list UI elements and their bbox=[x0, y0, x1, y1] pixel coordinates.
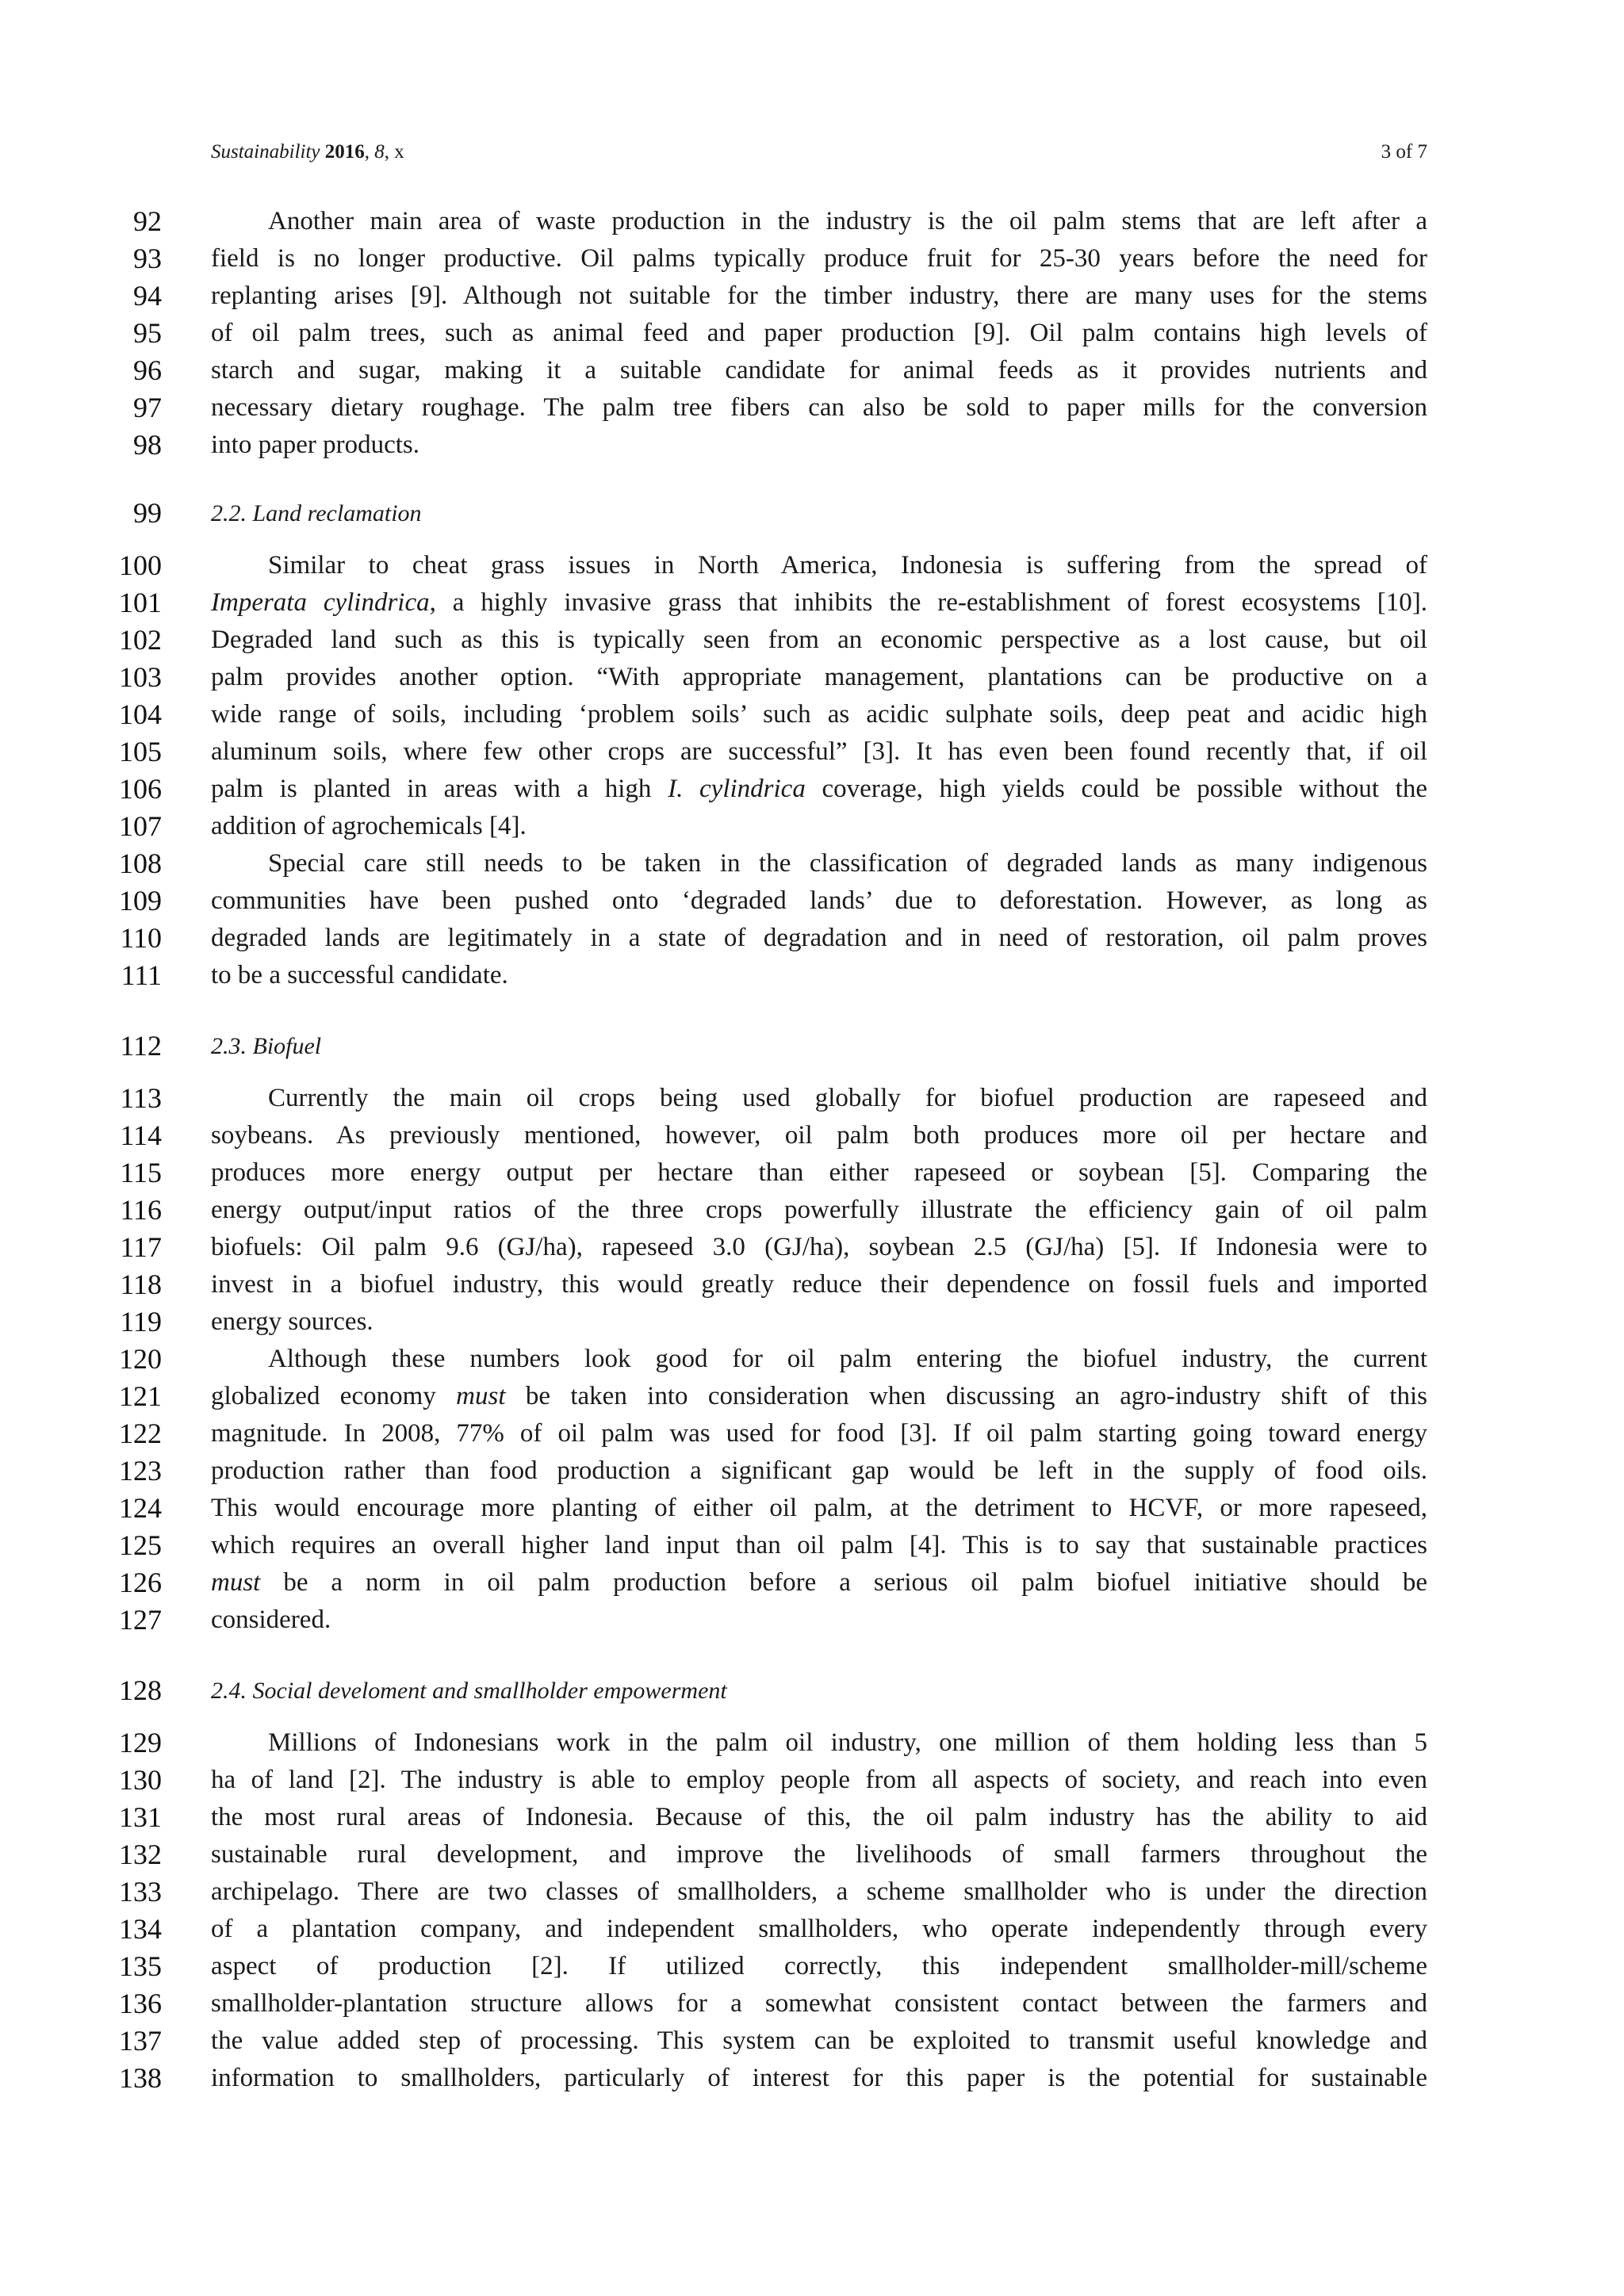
text-line: This would encourage more planting of either oil palm, at the detriment to HCVF, or more rapeseed, bbox=[211, 1494, 1427, 1522]
line-number: 93 bbox=[133, 243, 162, 274]
text-line: must be a norm in oil palm production before a serious oil palm biofuel initiative should be bbox=[211, 1568, 1427, 1597]
text-line: of oil palm trees, such as animal feed and paper production [9]. Oil palm contains high levels of bbox=[211, 319, 1427, 347]
line-number: 109 bbox=[119, 885, 162, 916]
text-line: Although these numbers look good for oil palm entering the biofuel industry, the current bbox=[268, 1345, 1427, 1373]
line-number: 121 bbox=[119, 1380, 162, 1412]
text-line: Another main area of waste production in the industry is the oil palm stems that are left after a bbox=[268, 207, 1427, 235]
line-number: 129 bbox=[119, 1727, 162, 1758]
line-number: 102 bbox=[119, 624, 162, 656]
line-number: 112 bbox=[120, 1030, 162, 1062]
line-number: 134 bbox=[119, 1913, 162, 1945]
line-number: 95 bbox=[133, 317, 162, 349]
line-number: 117 bbox=[120, 1231, 162, 1263]
text-line: sustainable rural development, and improve the livelihoods of small farmers throughout the bbox=[211, 1840, 1427, 1869]
line-number: 106 bbox=[119, 773, 162, 805]
text-line: which requires an overall higher land input than oil palm [4]. This is to say that sustainable practices bbox=[211, 1531, 1427, 1559]
text-line: Similar to cheat grass issues in North America, Indonesia is suffering from the spread of bbox=[268, 551, 1427, 580]
line-number: 101 bbox=[119, 587, 162, 618]
text-line: energy output/input ratios of the three crops powerfully illustrate the efficiency gain of oil palm bbox=[211, 1196, 1427, 1224]
text-line: biofuels: Oil palm 9.6 (GJ/ha), rapeseed 3.0 (GJ/ha), soybean 2.5 (GJ/ha) [5]. If Indonesia were to bbox=[211, 1233, 1427, 1261]
text-line: the most rural areas of Indonesia. Because of this, the oil palm industry has the ability to aid bbox=[211, 1803, 1427, 1831]
journal-citation: Sustainability 2016, 8, x bbox=[211, 141, 404, 163]
line-number: 128 bbox=[119, 1674, 162, 1706]
text-line: Millions of Indonesians work in the palm oil industry, one million of them holding less than 5 bbox=[268, 1728, 1427, 1757]
line-number: 98 bbox=[133, 429, 162, 461]
text-line: soybeans. As previously mentioned, however, oil palm both produces more oil per hectare and bbox=[211, 1121, 1427, 1150]
section-heading: 2.3. Biofuel bbox=[211, 1033, 322, 1059]
text-line: ha of land [2]. The industry is able to employ people from all aspects of society, and reach into even bbox=[211, 1766, 1427, 1794]
line-number: 130 bbox=[119, 1764, 162, 1796]
text-line: Imperata cylindrica, a highly invasive grass that inhibits the re-establishment of forest ecosystems [10]. bbox=[211, 588, 1427, 617]
line-number: 110 bbox=[120, 922, 162, 954]
line-number: 107 bbox=[119, 810, 162, 842]
line-number: 113 bbox=[120, 1082, 162, 1114]
text-line: production rather than food production a significant gap would be left in the supply of food oils. bbox=[211, 1456, 1427, 1485]
line-number: 108 bbox=[119, 848, 162, 879]
line-number: 103 bbox=[119, 661, 162, 693]
line-number: 132 bbox=[119, 1839, 162, 1870]
text-line: energy sources. bbox=[211, 1307, 373, 1336]
text-line: necessary dietary roughage. The palm tree fibers can also be sold to paper mills for the conversion bbox=[211, 393, 1427, 422]
line-number: 94 bbox=[133, 280, 162, 312]
text-line: wide range of soils, including ‘problem soils’ such as acidic sulphate soils, deep peat and acidic high bbox=[211, 700, 1427, 729]
text-line: degraded lands are legitimately in a state of degradation and in need of restoration, oil palm proves bbox=[211, 924, 1427, 952]
text-line: Currently the main oil crops being used globally for biofuel production are rapeseed and bbox=[268, 1084, 1427, 1112]
text-line: aluminum soils, where few other crops are successful” [3]. It has even been found recently that, if oil bbox=[211, 737, 1427, 766]
line-number: 125 bbox=[119, 1529, 162, 1561]
text-line: communities have been pushed onto ‘degraded lands’ due to deforestation. However, as long as bbox=[211, 886, 1427, 915]
line-number: 99 bbox=[133, 497, 162, 529]
line-number: 100 bbox=[119, 549, 162, 581]
line-number: 124 bbox=[119, 1492, 162, 1524]
text-line: palm provides another option. “With appropriate management, plantations can be productive on a bbox=[211, 663, 1427, 691]
text-line: information to smallholders, particularly of interest for this paper is the potential for sustainable bbox=[211, 2064, 1427, 2092]
line-number: 138 bbox=[119, 2062, 162, 2094]
text-line: addition of agrochemicals [4]. bbox=[211, 812, 527, 840]
line-number: 105 bbox=[119, 736, 162, 767]
line-number: 119 bbox=[120, 1306, 162, 1337]
line-number: 104 bbox=[119, 698, 162, 730]
line-number: 116 bbox=[120, 1194, 162, 1226]
line-number: 114 bbox=[120, 1119, 162, 1151]
running-header bbox=[211, 141, 1427, 165]
text-line: into paper products. bbox=[211, 430, 420, 459]
text-line: Degraded land such as this is typically seen from an economic perspective as a lost cause, but oil bbox=[211, 626, 1427, 654]
line-number: 111 bbox=[121, 959, 162, 991]
text-line: magnitude. In 2008, 77% of oil palm was used for food [3]. If oil palm starting going toward energy bbox=[211, 1419, 1427, 1448]
text-line: palm is planted in areas with a high I. cylindrica coverage, high yields could be possible without the bbox=[211, 775, 1428, 803]
text-line: to be a successful candidate. bbox=[211, 961, 508, 989]
text-line: aspect of production [2]. If utilized correctly, this independent smallholder-mill/scheme bbox=[211, 1952, 1427, 1980]
line-number: 123 bbox=[119, 1455, 162, 1487]
text-line: the value added step of processing. This system can be exploited to transmit useful knowledge and bbox=[211, 2026, 1427, 2055]
text-line: Special care still needs to be taken in the classification of degraded lands as many indigenous bbox=[268, 849, 1427, 878]
line-number: 131 bbox=[119, 1801, 162, 1833]
section-heading: 2.4. Social develoment and smallholder empowerment bbox=[211, 1678, 727, 1704]
line-number: 97 bbox=[133, 392, 162, 423]
text-line: smallholder-plantation structure allows for a somewhat consistent contact between the farmers and bbox=[211, 1989, 1427, 2018]
line-number: 118 bbox=[120, 1269, 162, 1300]
text-line: archipelago. There are two classes of smallholders, a scheme smallholder who is under the direction bbox=[211, 1877, 1427, 1906]
text-line: produces more energy output per hectare than either rapeseed or soybean [5]. Comparing the bbox=[211, 1158, 1427, 1187]
line-number: 135 bbox=[119, 1950, 162, 1982]
line-number: 96 bbox=[133, 354, 162, 386]
section-heading: 2.2. Land reclamation bbox=[211, 500, 422, 526]
text-line: invest in a biofuel industry, this would greatly reduce their dependence on fossil fuels and imported bbox=[211, 1270, 1427, 1299]
line-number: 137 bbox=[119, 2025, 162, 2057]
text-line: field is no longer productive. Oil palms typically produce fruit for 25-30 years before the need for bbox=[211, 244, 1427, 273]
line-number: 92 bbox=[133, 205, 162, 237]
line-number: 136 bbox=[119, 1988, 162, 2019]
text-line: replanting arises [9]. Although not suitable for the timber industry, there are many uses for the stems bbox=[211, 281, 1427, 310]
line-number: 133 bbox=[119, 1876, 162, 1908]
text-line: globalized economy must be taken into consideration when discussing an agro-industry shift of this bbox=[211, 1382, 1427, 1410]
line-number: 120 bbox=[119, 1343, 162, 1375]
line-number: 115 bbox=[120, 1157, 162, 1188]
line-number: 126 bbox=[119, 1567, 162, 1598]
line-number: 127 bbox=[119, 1604, 162, 1636]
text-line: starch and sugar, making it a suitable candidate for animal feeds as it provides nutrients and bbox=[211, 356, 1427, 385]
line-number: 122 bbox=[119, 1418, 162, 1449]
text-line: considered. bbox=[211, 1605, 331, 1634]
page-number: 3 of 7 bbox=[1381, 141, 1427, 163]
text-line: of a plantation company, and independent smallholders, who operate independently through every bbox=[211, 1915, 1427, 1943]
